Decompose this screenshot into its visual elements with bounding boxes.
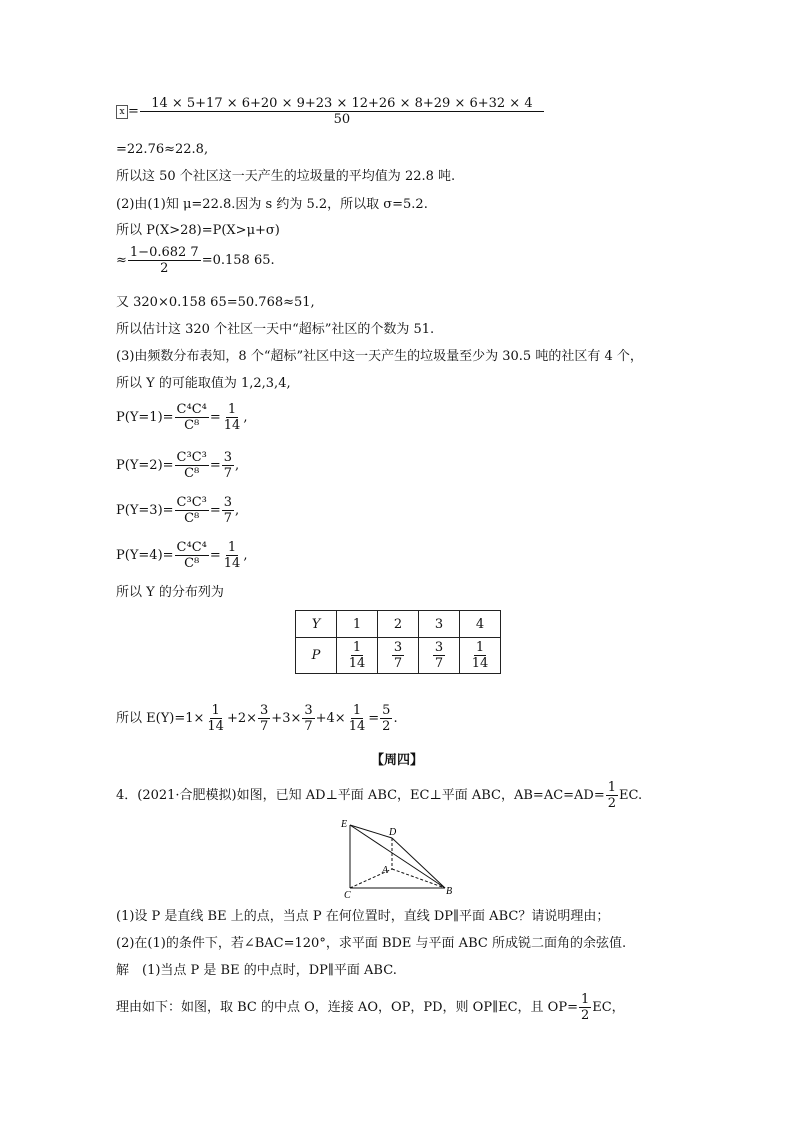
part2-intro: (2)由(1)知 μ=22.8.因为 s 约为 5.2，所以取 σ=5.2. — [116, 197, 428, 212]
table-cell: 4 — [460, 611, 501, 638]
prob-lhs: P(Y=4)= — [116, 548, 174, 563]
frac-den: 14 — [348, 719, 366, 734]
approx-result: =0.158 65. — [201, 253, 275, 268]
exp-term: +2× — [226, 711, 258, 726]
table-row — [296, 611, 501, 638]
frac-den: 7 — [434, 656, 444, 671]
label-C: C — [344, 890, 351, 900]
approx-numerator: 1−0.682 7 — [129, 245, 199, 260]
label-B: B — [446, 886, 453, 897]
exp-frac — [380, 703, 392, 734]
approx-line — [116, 245, 275, 276]
prob-tail: , — [235, 503, 240, 518]
prob-eq: = — [209, 410, 221, 425]
edge-EB — [350, 825, 445, 888]
exp-frac — [258, 703, 270, 734]
prob-row — [116, 540, 247, 571]
prob-num: C⁴C⁴ — [176, 540, 207, 555]
frac-den: 7 — [260, 719, 269, 734]
frac-den: 2 — [607, 796, 617, 811]
question-1: (1)设 P 是直线 BE 上的点，当点 P 在何位置时，直线 DP∥平面 ABC？请说明理由； — [116, 909, 610, 924]
label-E: E — [341, 819, 348, 830]
table-cell: 2 — [378, 611, 419, 638]
table-cell — [419, 638, 460, 674]
prob-eq: = — [209, 503, 221, 518]
mean-result: =22.76≈22.8, — [116, 142, 209, 157]
reason-text: 理由如下：如图，取 BC 的中点 O，连接 AO，OP，PD，则 OP∥EC，且 OP= — [116, 1000, 578, 1015]
exp-term: +3× — [271, 711, 302, 726]
approx-sign: ≈ — [116, 253, 127, 268]
frac-den: 14 — [207, 719, 224, 734]
prob-rnum: 3 — [223, 450, 233, 465]
label-A: A — [382, 865, 389, 876]
prob-rnum: 1 — [227, 402, 237, 417]
prob-den: C⁸ — [184, 556, 200, 571]
table-cell — [337, 638, 378, 674]
prob-eq: = — [209, 548, 221, 563]
cell-frac — [392, 640, 404, 671]
prob-row — [116, 495, 239, 526]
table-cell: P — [296, 638, 337, 674]
frac-num: 3 — [260, 703, 269, 718]
prob-num: C⁴C⁴ — [176, 402, 207, 417]
problem4-statement — [116, 780, 642, 811]
frac-num: 1 — [475, 640, 485, 655]
frac-num: 1 — [352, 640, 362, 655]
prob-rnum: 3 — [223, 495, 233, 510]
prob-result — [222, 495, 234, 526]
prob-frac — [175, 540, 209, 571]
cell-frac — [347, 640, 368, 671]
frac-num: 3 — [434, 640, 444, 655]
count-calc: 又 320×0.158 65=50.768≈51, — [116, 295, 315, 310]
prob-num: C³C³ — [176, 450, 207, 465]
exp-term: +4× — [315, 711, 346, 726]
prob-num: C³C³ — [176, 495, 207, 510]
frac-den: 2 — [382, 719, 391, 734]
approx-fraction — [128, 245, 201, 276]
solution-1: 解 (1)当点 P 是 BE 的中点时，DP∥平面 ABC. — [116, 963, 397, 978]
prob-result — [222, 402, 243, 433]
exp-frac — [302, 703, 314, 734]
frac-num: 3 — [304, 703, 313, 718]
prob-den: C⁸ — [184, 466, 200, 481]
exp-tail: . — [393, 711, 398, 726]
frac-num: 1 — [211, 703, 220, 718]
frac-num: 5 — [382, 703, 391, 718]
prob-lhs: P(Y=2)= — [116, 458, 174, 473]
mean-conclusion: 所以这 50 个社区这一天产生的垃圾量的平均值为 22.8 吨. — [116, 169, 456, 184]
prob-row — [116, 402, 247, 433]
exp-term: = — [368, 711, 380, 726]
table-cell: 1 — [337, 611, 378, 638]
reason-line — [116, 992, 625, 1023]
table-row — [296, 638, 501, 674]
frac-num: 3 — [393, 640, 403, 655]
cell-frac — [470, 640, 491, 671]
prob-tail: , — [235, 458, 240, 473]
prob-rden: 7 — [223, 511, 233, 526]
mean-numerator: 14 × 5+17 × 6+20 × 9+23 × 12+26 × 8+29 × 6+32 × 4 — [140, 96, 544, 112]
geometry-figure — [340, 818, 460, 900]
prob-lhs: P(Y=1)= — [116, 410, 174, 425]
distribution-table — [295, 610, 501, 674]
table-cell: Y — [296, 611, 337, 638]
prob-frac — [175, 402, 209, 433]
estimate-line: 所以估计这 320 个社区一天中“超标”社区的个数为 51. — [116, 322, 435, 337]
exp-prefix: 所以 E(Y)=1× — [116, 711, 205, 726]
exp-frac — [205, 703, 226, 734]
prob-den: C⁸ — [184, 511, 200, 526]
section-heading: 【周四】 — [370, 753, 423, 768]
problem4-text: 4．(2021·合肥模拟)如图，已知 AD⊥平面 ABC，EC⊥平面 ABC，AB=AC=AD= — [116, 788, 605, 803]
frac-num: 1 — [580, 992, 590, 1007]
frac-den: 14 — [348, 656, 366, 671]
xbar-symbol: x — [116, 105, 128, 119]
prob-tail: , — [243, 410, 248, 425]
prob-eq: = — [209, 458, 221, 473]
edge-ED — [350, 825, 392, 838]
frac-num: 1 — [607, 780, 617, 795]
label-D: D — [389, 827, 397, 838]
prob-result — [222, 540, 243, 571]
y-values-line: 所以 Y 的可能取值为 1,2,3,4, — [116, 376, 291, 391]
expectation-line — [116, 703, 398, 734]
half-frac — [579, 992, 591, 1023]
distribution-intro: 所以 Y 的分布列为 — [116, 585, 224, 600]
half-frac — [606, 780, 618, 811]
mean-formula — [116, 96, 545, 127]
table-cell — [378, 638, 419, 674]
approx-denominator: 2 — [160, 261, 169, 276]
cell-frac — [433, 640, 445, 671]
part3-intro: (3)由频数分布表知，8 个“超标”社区中这一天产生的垃圾量至少为 30.5 吨的社区有 4 个， — [116, 349, 643, 364]
frac-den: 7 — [304, 719, 313, 734]
prob-expression: 所以 P(X>28)=P(X>μ+σ) — [116, 223, 280, 238]
question-2: (2)在(1)的条件下，若∠BAC=120°，求平面 BDE 与平面 ABC 所成锐二面角的余弦值. — [116, 936, 627, 951]
edge-DB — [392, 838, 445, 888]
prob-frac — [175, 495, 209, 526]
prob-den: C⁸ — [184, 418, 200, 433]
prob-result — [222, 450, 234, 481]
edge-AB — [392, 869, 445, 888]
frac-den: 7 — [393, 656, 403, 671]
exp-frac — [347, 703, 368, 734]
prob-rden: 7 — [223, 466, 233, 481]
prob-rnum: 1 — [227, 540, 237, 555]
prob-row — [116, 450, 239, 481]
prob-lhs: P(Y=3)= — [116, 503, 174, 518]
equals-sign: = — [128, 104, 139, 119]
prob-rden: 14 — [223, 418, 241, 433]
prob-tail: , — [243, 548, 248, 563]
prob-rden: 14 — [223, 556, 241, 571]
problem4-tail: EC. — [619, 788, 643, 803]
frac-num: 1 — [352, 703, 362, 718]
frac-den: 2 — [580, 1008, 590, 1023]
mean-fraction — [140, 96, 544, 127]
table-cell — [460, 638, 501, 674]
mean-denominator: 50 — [333, 112, 351, 127]
prob-frac — [175, 450, 209, 481]
reason-tail: EC， — [592, 1000, 625, 1015]
table-cell: 3 — [419, 611, 460, 638]
frac-den: 14 — [471, 656, 489, 671]
